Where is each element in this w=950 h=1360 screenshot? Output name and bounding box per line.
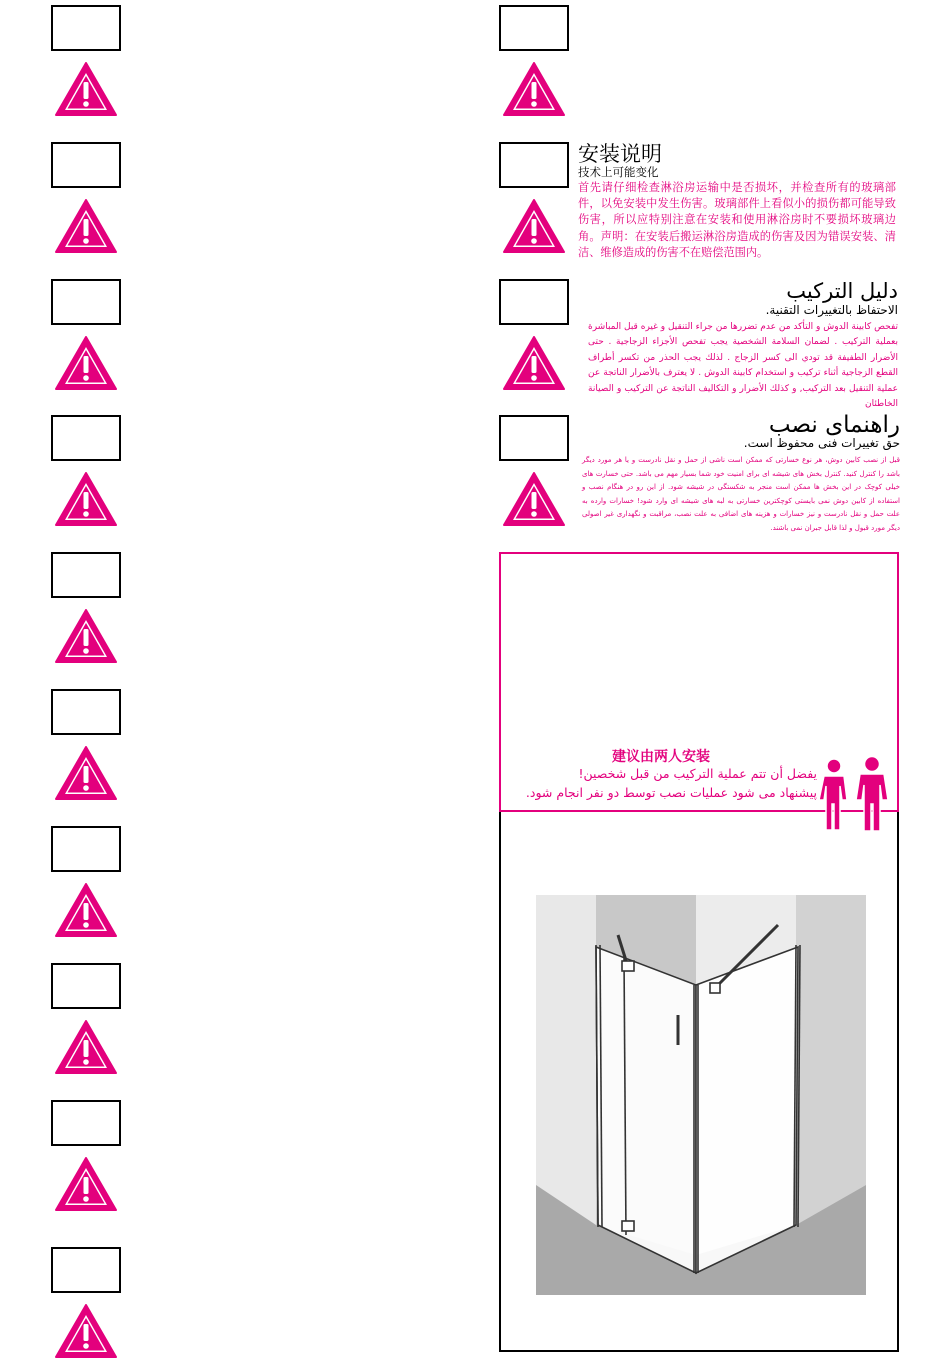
warning-triangle-icon — [54, 1156, 118, 1212]
empty-box — [51, 689, 121, 735]
persian-subtitle: حق تغییرات فنی محفوظ است. — [743, 436, 900, 450]
empty-box — [51, 826, 121, 872]
shower-enclosure-drawing — [536, 895, 866, 1295]
empty-box — [51, 415, 121, 461]
chinese-title: 安装说明 — [578, 142, 662, 166]
persian-title: راهنمای نصب — [768, 412, 900, 438]
warning-triangle-icon — [54, 608, 118, 664]
warning-triangle-icon — [502, 471, 566, 527]
warning-triangle-icon — [54, 1019, 118, 1075]
empty-box — [51, 552, 121, 598]
arabic-body: تفحص كابينة الدوش و التأكد من عدم تضررها من جراء التنقيل و غيره قبل المباشرة بعملية التركيب . لضمان السلامة الشخصية يجب تفحص الأجزاء الزجاجية . حتى الأضرار الطفيفة قد تودي الى كسر الزجاج . لذلك يجب الحذر من تكسر أطراف القطع الزجاجية أثناء تركيب و استخدام كابينة الدوش . لا يعترف بالأضرار الناتجة عن عملية التنقيل بعد التركيب, و كذلك الأضرار و التكاليف الناتجة عن التركيب و الصيانة الخاطئان — [588, 322, 898, 410]
persian-body: قبل از نصب کابین دوش، هر نوع خسارتی که ممکن است ناشی از حمل و نقل نادرست و یا هر مورد دیگر باشد را کنترل کنید. کنترل بخش های شیشه ای برای امنیت خود شما بسیار مهم می باشد. حتی خسارت های خیلی کوچک در این بخش ها ممکن است منجر به شکستگی در شیشه شود. از این رو در هنگام نصب و استفاده از کابین دوش نمی بایستی کوچکترین خسارتی به لبه های شیشه ای وارد شود! خسارات وارده به علت حمل و نقل نادرست و نیز خسارات و هزینه های اضافی به علت نصب، مراقبت و نگهداری غیر اصولی دیگر مورد قبول و لذا قابل جبران نمی باشند. — [582, 456, 900, 532]
warning-triangle-icon — [54, 882, 118, 938]
arabic-title: دليل التركيب — [786, 279, 898, 303]
chinese-body: 首先请仔细检查淋浴房运输中是否损坏，并检查所有的玻璃部件，以免安装中发生伤害。玻璃部件上看似小的损伤都可能导致伤害，所以应特别注意在安装和使用淋浴房时不要损坏玻璃边角。声明：在安装后搬运淋浴房造成的伤害及因为错误安装、清洁、维修造成的伤害不在赔偿范围内。 — [578, 181, 896, 259]
arabic-subtitle: الاحتفاظ بالتغييرات التقنية. — [765, 303, 898, 317]
empty-box — [51, 142, 121, 188]
warning-triangle-icon — [502, 198, 566, 254]
two-person-notice-ar: يفضل أن تتم عملية التركيب من قبل شخصين! — [578, 766, 817, 781]
empty-box — [51, 5, 121, 51]
warning-triangle-icon — [54, 745, 118, 801]
empty-box — [499, 5, 569, 51]
warning-triangle-icon — [54, 335, 118, 391]
empty-box — [499, 279, 569, 325]
warning-triangle-icon — [502, 335, 566, 391]
warning-triangle-icon — [54, 61, 118, 117]
empty-box — [51, 279, 121, 325]
empty-box — [499, 415, 569, 461]
warning-triangle-icon — [54, 1303, 118, 1359]
two-person-notice-zh: 建议由两人安装 — [612, 749, 710, 765]
warning-triangle-icon — [54, 471, 118, 527]
chinese-subtitle: 技术上可能变化 — [578, 165, 659, 179]
warning-triangle-icon — [54, 198, 118, 254]
empty-box — [51, 963, 121, 1009]
empty-box — [51, 1100, 121, 1146]
warning-triangle-icon — [502, 61, 566, 117]
empty-box — [51, 1247, 121, 1293]
two-person-notice-fa: پیشنهاد می شود عملیات نصب توسط دو نفر انجام شود. — [525, 785, 817, 800]
empty-box — [499, 142, 569, 188]
